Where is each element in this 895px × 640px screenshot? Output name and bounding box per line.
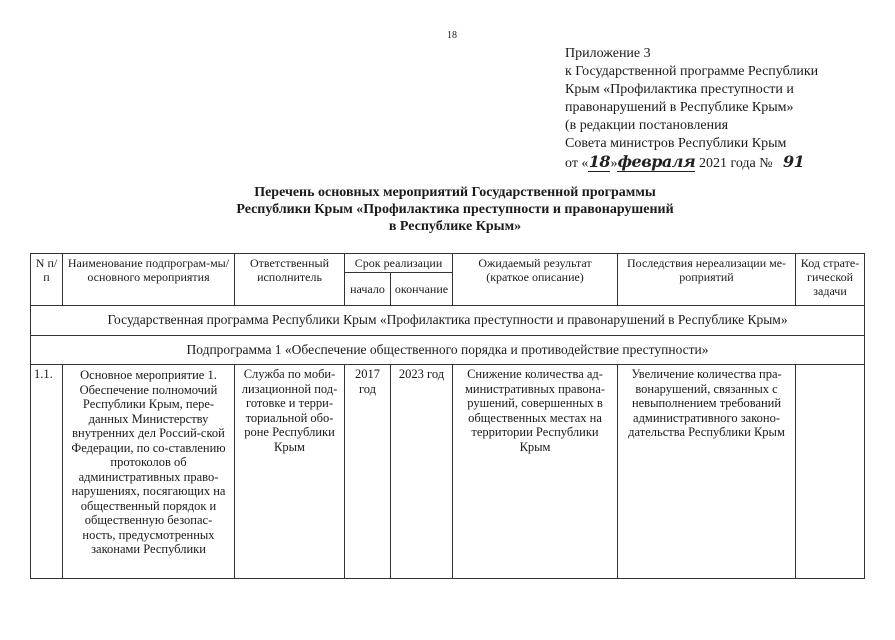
header-row xyxy=(31,254,865,273)
program-title: Государственная программа Республики Крым «Профилактика преступности и правонарушений в Республике Крым» xyxy=(31,306,865,336)
subprogram-row xyxy=(31,335,865,365)
header-result: Ожидаемый результат (краткое описание) xyxy=(453,254,618,306)
appendix-date-line xyxy=(565,153,865,173)
title-line: Республики Крым «Профилактика преступности и правонарушений xyxy=(236,202,674,217)
handwritten-doc-number: 91 xyxy=(782,152,805,171)
appendix-line: (в редакции постановления xyxy=(565,118,729,133)
appendix-line: Приложение 3 xyxy=(565,46,651,61)
header-num: N п/п xyxy=(31,254,63,306)
header-responsible: Ответственный исполнитель xyxy=(235,254,345,306)
table-row xyxy=(31,365,865,579)
row-num: 1.1. xyxy=(31,365,63,579)
events-table xyxy=(30,253,865,579)
header-consequences: Последствия нереализации ме-роприятий xyxy=(618,254,796,306)
row-code xyxy=(796,365,865,579)
date-prefix: от « xyxy=(565,156,589,171)
row-consequences: Увеличение количества пра-вонарушений, связанных с невыполнением требований административного законо-дательства Республики Крым xyxy=(618,365,796,579)
appendix-line: правонарушений в Республике Крым» xyxy=(565,100,794,115)
row-name: Основное мероприятие 1. Обеспечение полномочий Республики Крым, пере-данных Министерству внутренних дел Россий-ской Федерации, по со-ставлению протоколов об административных право-нарушениях, посягающих на общественный порядок и общественную безопас-ность, предусмотренных законами Республики xyxy=(63,365,235,579)
row-end: 2023 год xyxy=(391,365,453,579)
title-line: Перечень основных мероприятий Государственной программы xyxy=(254,185,656,200)
appendix-line: к Государственной программе Республики xyxy=(565,64,819,79)
title-line: в Республике Крым» xyxy=(388,219,522,234)
header-term: Срок реализации xyxy=(345,254,453,273)
program-row xyxy=(31,306,865,336)
handwritten-month: февраля xyxy=(617,152,696,171)
appendix-block xyxy=(565,45,865,173)
header-name: Наименование подпрограм-мы/основного мероприятия xyxy=(63,254,235,306)
subprogram-title: Подпрограмма 1 «Обеспечение общественного порядка и противодействие преступности» xyxy=(31,335,865,365)
date-year: 2021 года № xyxy=(698,156,773,171)
row-responsible: Служба по моби-лизационной под-готовке и терри-ториальной обо-роне Республики Крым xyxy=(235,365,345,579)
appendix-line: Совета министров Республики Крым xyxy=(565,136,787,151)
header-code: Код страте-гической задачи xyxy=(796,254,865,306)
row-start: 2017 год xyxy=(345,365,391,579)
date-quote-close: » xyxy=(610,156,618,171)
header-start: начало xyxy=(345,273,391,306)
document-title xyxy=(150,184,760,235)
handwritten-day: 18 xyxy=(588,152,611,171)
appendix-line: Крым «Профилактика преступности и xyxy=(565,82,794,97)
row-result: Снижение количества ад-министративных правона-рушений, совершенных в общественных местах на территории Республики Крым xyxy=(453,365,618,579)
header-end: окончание xyxy=(391,273,453,306)
page-number: 18 xyxy=(447,30,457,41)
